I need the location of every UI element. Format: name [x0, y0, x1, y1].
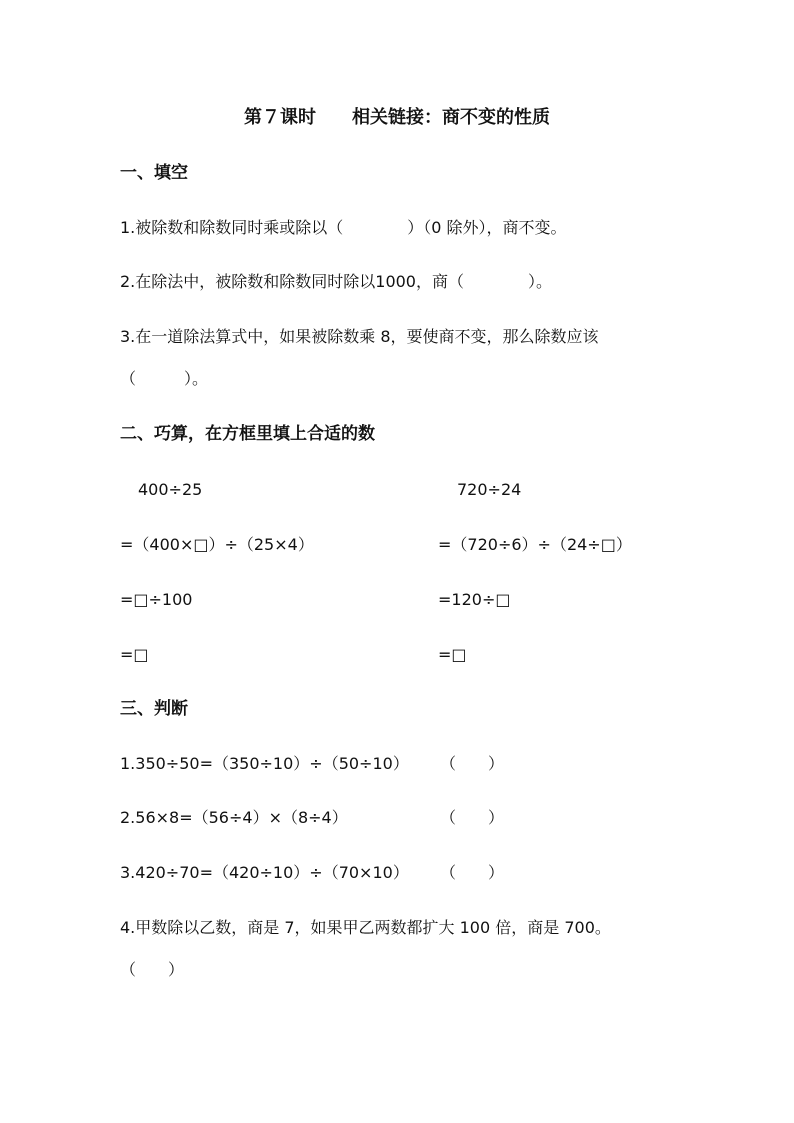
calc-right-line-4: =□ [438, 645, 467, 664]
calc-right-line-3: =120÷□ [438, 590, 511, 609]
judge-answer-3: （ ） [440, 863, 505, 882]
calc-left-line-1: 400÷25 [138, 480, 203, 499]
calc-left-line-4: =□ [120, 645, 149, 664]
judge-answer-1: （ ） [440, 754, 505, 773]
judge-question-2: 2.56×8=（56÷4）×（8÷4） [120, 808, 348, 827]
fill-question-3-line-2: （ ）。 [120, 369, 209, 388]
calc-left-line-3: =□÷100 [120, 590, 193, 609]
judge-answer-2: （ ） [440, 808, 505, 827]
calc-right-line-2: =（720÷6）÷（24÷□） [438, 535, 632, 554]
section-2-heading: 二、巧算，在方框里填上合适的数 [120, 424, 375, 444]
calc-left-line-2: =（400×□）÷（25×4） [120, 535, 314, 554]
judge-question-1: 1.350÷50=（350÷10）÷（50÷10） [120, 754, 409, 773]
fill-question-1: 1.被除数和除数同时乘或除以（ ）（0 除外），商不变。 [120, 218, 567, 237]
judge-question-4-line-1: 4.甲数除以乙数，商是 7，如果甲乙两数都扩大 100 倍，商是 700。 [120, 918, 611, 937]
fill-question-2: 2.在除法中，被除数和除数同时除以1000，商（ ）。 [120, 272, 552, 291]
section-3-heading: 三、判断 [120, 699, 188, 719]
fill-question-3-line-1: 3.在一道除法算式中，如果被除数乘 8，要使商不变，那么除数应该 [120, 327, 599, 346]
judge-question-4-line-2: （ ） [120, 960, 185, 979]
judge-question-3: 3.420÷70=（420÷10）÷（70×10） [120, 863, 409, 882]
calc-right-line-1: 720÷24 [457, 480, 522, 499]
section-1-heading: 一、填空 [120, 163, 188, 183]
page-title: 第７课时 相关链接：商不变的性质 [244, 107, 550, 128]
